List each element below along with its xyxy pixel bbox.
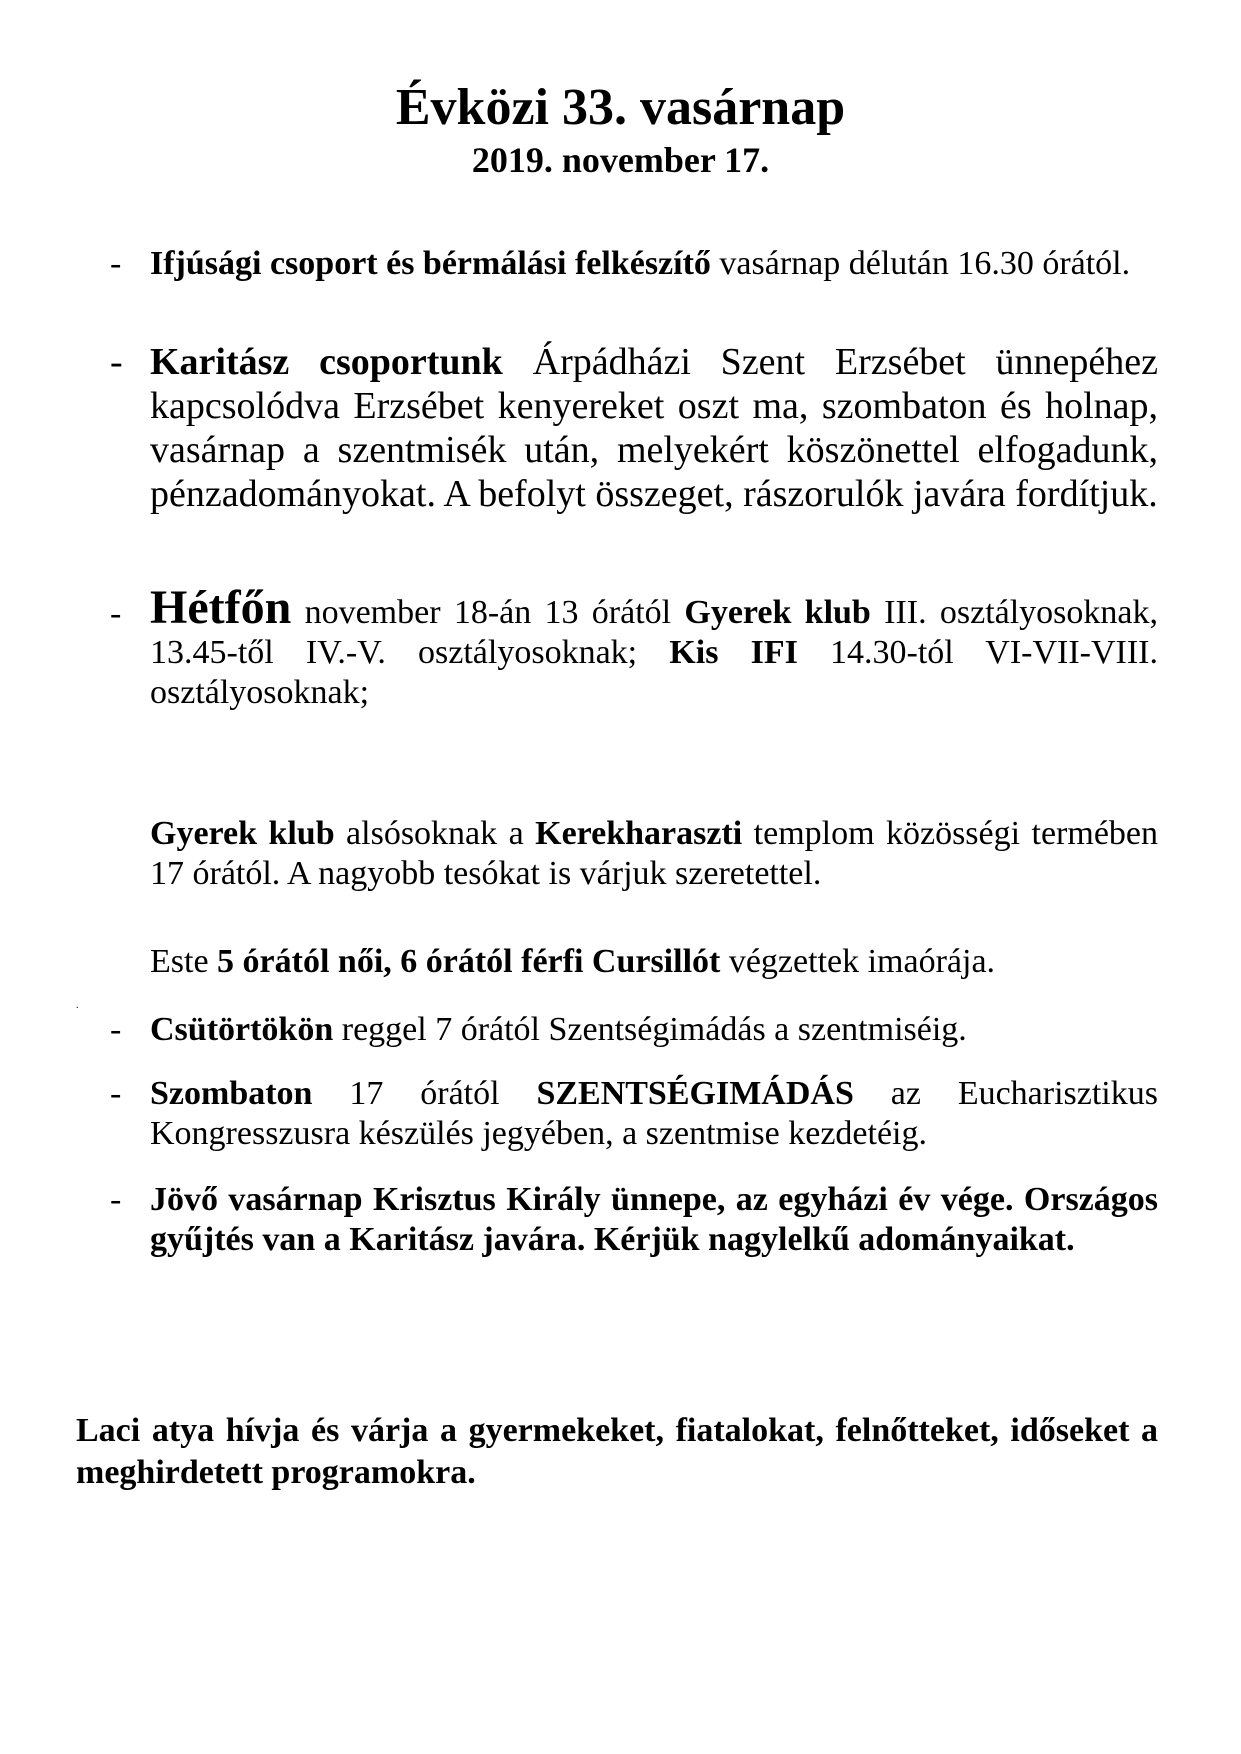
announcement-text: 17 órától — [312, 1075, 537, 1112]
announcement-bold: Gyerek klub — [684, 594, 871, 631]
list-dash: - — [110, 245, 122, 282]
stray-mark: . — [76, 1000, 79, 1011]
announcement-bold: Kerekharaszti — [535, 815, 743, 852]
announcement-text: november 18-án 13 órától — [291, 594, 685, 631]
announcement-text: Árpádházi Szent Erzsébet ünnepéhez kapcsolódva Erzsébet kenyereket oszt ma, szombaton és holnap, vasárnap a szentmisék után, melyekért köszönettel elfogadunk, pénzadományokat. A befolyt összeget, rászorulók javára fordítjuk. — [150, 341, 1159, 515]
announcement-thursday — [110, 1010, 1158, 1050]
announcement-bold: Szombaton — [150, 1075, 313, 1112]
announcement-text: alsósoknak a — [334, 815, 536, 852]
announcement-next-sunday — [110, 1180, 1158, 1260]
closing-invitation: Laci atya hívja és várja a gyermekeket, fiatalokat, felnőtteket, időseket a meghirdetett programokra. — [76, 1412, 1158, 1491]
list-dash: - — [110, 1011, 122, 1048]
announcement-text: III. osztályosoknak, 13.45-től IV.-V. osztályosoknak; — [150, 594, 1158, 671]
announcement-cursillo — [150, 942, 1158, 982]
announcement-bold: Gyerek klub — [150, 815, 335, 852]
announcement-bold: SZENTSÉGIMÁDÁS — [536, 1075, 854, 1112]
announcement-text: reggel 7 órától Szentségimádás a szentmiséig. — [333, 1011, 967, 1048]
list-dash: - — [110, 595, 122, 632]
page-title: Évközi 33. vasárnap — [395, 79, 846, 136]
announcement-text: templom közösségi termében 17 órától. A nagyobb tesókat is várjuk szeretettel. — [150, 815, 1158, 892]
announcement-bold: Karitász csoportunk — [150, 341, 503, 383]
list-dash: - — [110, 1181, 122, 1218]
announcement-bold: 5 órától női, 6 órától férfi Cursillót — [217, 943, 721, 980]
announcement-kids-club — [150, 814, 1158, 894]
announcement-youth-group — [110, 244, 1158, 284]
announcement-text: vasárnap délután 16.30 órától. — [710, 245, 1131, 282]
announcement-big-bold: Hétfőn — [150, 581, 292, 634]
announcement-bold: Jövő vasárnap Krisztus Király ünnepe, az egyházi év vége. Országos gyűjtés van a Karitász javára. Kérjük nagylelkű adományaikat. — [150, 1181, 1158, 1258]
announcement-bold: Kis IFI — [669, 634, 798, 671]
announcement-text: Este — [150, 943, 218, 980]
announcement-bold: Ifjúsági csoport és bérmálási felkészítő — [150, 245, 711, 282]
announcement-text: 14.30-tól VI-VII-VIII. osztályosoknak; — [150, 634, 1159, 711]
announcement-saturday — [110, 1074, 1158, 1154]
announcement-bold: Csütörtökön — [150, 1011, 334, 1048]
announcement-text: az Eucharisztikus Kongresszusra készülés jegyében, a szentmise kezdetéig. — [150, 1075, 1158, 1152]
announcement-caritas — [110, 340, 1159, 516]
announcement-text: végzettek imaórája. — [720, 943, 996, 980]
list-dash: - — [110, 1075, 122, 1112]
announcement-monday — [110, 581, 1159, 713]
page-date: 2019. november 17. — [471, 140, 770, 180]
list-dash: - — [110, 341, 123, 383]
